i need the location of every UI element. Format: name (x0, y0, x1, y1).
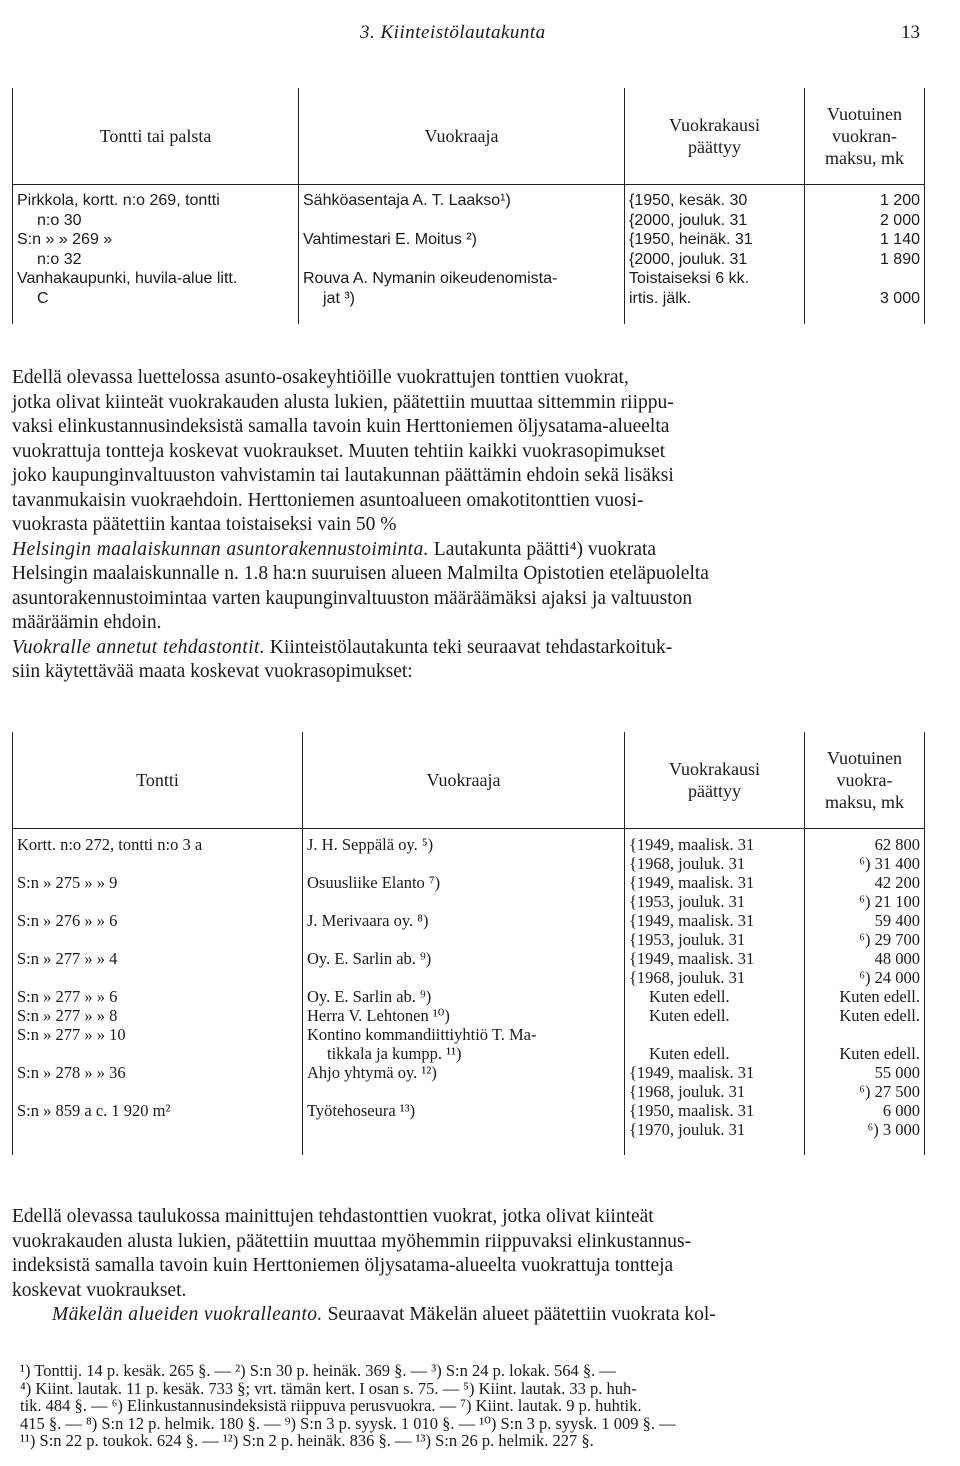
column-header: Vuokrakausi päättyy (625, 732, 805, 829)
page-header (0, 18, 960, 50)
footnote-line: tik. 484 §. — ⁶) Elinkustannusindeksistä riippuva perusvuokra. — ⁷) Kiint. lautak. 9 p. huhtik. (20, 1396, 642, 1415)
section-heading-line: Helsingin maalaiskunnan asuntorakennustoiminta. Lautakunta päätti⁴) vuokrata (12, 538, 657, 560)
factory-plot-lease-table (12, 732, 925, 1155)
footnote-line: ¹¹) S:n 22 p. toukok. 624 §. — ¹²) S:n 2 p. heinäk. 836 §. — ¹³) S:n 26 p. helmik. 227 §. (20, 1431, 594, 1450)
column-header: Vuokrakausi päättyy (625, 88, 805, 185)
page-number: 13 (901, 22, 920, 43)
table-row (13, 835, 925, 1139)
footnote-line: 415 §. — ⁸) S:n 12 p. helmik. 180 §. — ⁹) S:n 3 p. syysk. 1 010 §. — ¹⁰) S:n 3 p. syysk. 1 009 §. — (20, 1413, 676, 1433)
column-header: Vuokraaja (299, 88, 625, 185)
running-title: 3. Kiinteistölautakunta (360, 22, 546, 43)
table-header-row (13, 88, 925, 185)
footnote-line: ⁴) Kiint. lautak. 11 p. kesäk. 733 §; vrt. tämän kert. I osan s. 75. — ⁵) Kiint. lautak. 33 p. huh- (20, 1378, 637, 1398)
rent-cell: 1 200 2 000 1 140 1 890 3 000 (805, 191, 925, 308)
term-cell: {1950, kesäk. 30 {2000, jouluk. 31 {1950, heinäk. 31 {2000, jouluk. 31 Toistaiseksi 6 kk. irtis. jälk. (625, 191, 805, 308)
column-header: Tontti tai palsta (13, 88, 299, 185)
column-header: Tontti (13, 732, 303, 829)
table-header-row (13, 732, 925, 829)
plot-lease-table (12, 88, 925, 324)
rent-cell: 62 800 ⁶) 31 400 42 200 ⁶) 21 100 59 400 ⁶) 29 700 48 000 ⁶) 24 000 Kuten edell. Kuten edell. Kuten edell. 55 000 ⁶) 27 500 6 000 ⁶) 3 000 (805, 835, 925, 1139)
term-cell: {1949, maalisk. 31 {1968, jouluk. 31 {1949, maalisk. 31 {1953, jouluk. 31 {1949, maalisk. 31 {1953, jouluk. 31 {1949, maalisk. 31 {1968, jouluk. 31 Kuten edell. Kuten edell. Kuten edell. {1949, maalisk. 31 {1968, jouluk. 31 {1950, maalisk. 31 {1970, jouluk. 31 (625, 835, 805, 1139)
plot-cell: Pirkkola, kortt. n:o 269, tontti n:o 30 S:n » » 269 » n:o 32 Vanhakaupunki, huvila-alue litt. C (13, 191, 299, 308)
lessee-cell: J. H. Seppälä oy. ⁵) Osuusliike Elanto ⁷) J. Merivaara oy. ⁸) Oy. E. Sarlin ab. ⁹) Oy. E. Sarlin ab. ⁹) Herra V. Lehtonen ¹⁰) Kontino kommandiittiyhtiö T. Ma- tikkala ja kumpp. ¹¹) Ahjo yhtymä oy. ¹²) Työtehoseura ¹³) (303, 835, 625, 1139)
footnotes (20, 1362, 930, 1450)
table-row (13, 191, 925, 308)
section-heading-line: Mäkelän alueiden vuokralleanto. Seuraavat Mäkelän alueet päätettiin vuokrata kol- (52, 1304, 716, 1325)
plot-cell: Kortt. n:o 272, tontti n:o 3 a S:n » 275 » » 9 S:n » 276 » » 6 S:n » 277 » » 4 S:n » 277 » » 6 S:n » 277 » » 8 S:n » 277 » » 10 S:n » 278 » » 36 S:n » 859 a c. 1 920 m² (13, 835, 303, 1139)
section-heading: Mäkelän alueiden vuokralleanto. (52, 1304, 323, 1325)
body-paragraph: Edellä olevassa luettelossa asunto-osakeyhtiöille vuokrattujen tonttien vuokrat, jotka olivat kiinteät vuokrakauden alusta lukien, päätettiin muuttaa sittemmin riippu- vaksi elinkustannusindeksistä samalla tavoin kuin Herttoniemen öljysatama-alueelta vuokrattuja tontteja koskevat vuokraukset. Muuten tehtiin kaikki vuokrasopimukset joko kaupunginvaltuuston vahvistamin tai lautakunnan päättämin ehdoin sekä lisäksi tavanmukaisin vuokraehdoin. Herttoniemen asuntoalueen omakotitonttien vuosi- vuokrasta päätettiin kantaa toistaiseksi vain 50 % Helsingin maalaiskunnan asuntorakennustoiminta. Lautakunta päätti⁴) vuokrata Helsingin maalaiskunnalle n. 1.8 ha:n suuruisen alueen Malmilta Opistotien eteläpuolelta asuntorakennustoimintaa varten kaupunginvaltuuston määräämäksi ajaksi ja valtuuston määräämin ehdoin. Vuokralle annetut tehdastontit. Kiinteistölautakunta teki seuraavat tehdastarkoituk- siin käytettävää maata koskevat vuokrasopimukset: (12, 366, 928, 685)
footnote-line: ¹) Tonttij. 14 p. kesäk. 265 §. — ²) S:n 30 p. heinäk. 369 §. — ³) S:n 24 p. lokak. 564 §. — (20, 1361, 616, 1380)
section-heading: Helsingin maalaiskunnan asuntorakennustoiminta. (12, 538, 429, 560)
column-header: Vuotuinen vuokran-maksu, mk (805, 88, 925, 185)
column-header: Vuotuinen vuokra-maksu, mk (805, 732, 925, 829)
column-header: Vuokraaja (303, 732, 625, 829)
section-heading-line: Vuokralle annetut tehdastontit. Kiinteistölautakunta teki seuraavat tehdastarkoituk- (12, 636, 673, 658)
lessee-cell: Sähköasentaja A. T. Laakso¹) Vahtimestari E. Moitus ²) Rouva A. Nymanin oikeudenomista- jat ³) (299, 191, 625, 308)
section-heading: Vuokralle annetut tehdastontit. (12, 636, 266, 658)
body-paragraph: Edellä olevassa taulukossa mainittujen tehdastonttien vuokrat, jotka olivat kiinteät vuokrakauden alusta lukien, päätettiin muuttaa myöhemmin riippuvaksi elinkustannus- indeksistä samalla tavoin kuin Herttoniemen öljysatama-alueelta vuokrattuja tontteja koskevat vuokraukset. Mäkelän alueiden vuokralleanto. Seuraavat Mäkelän alueet päätettiin vuokrata kol- (12, 1205, 928, 1328)
